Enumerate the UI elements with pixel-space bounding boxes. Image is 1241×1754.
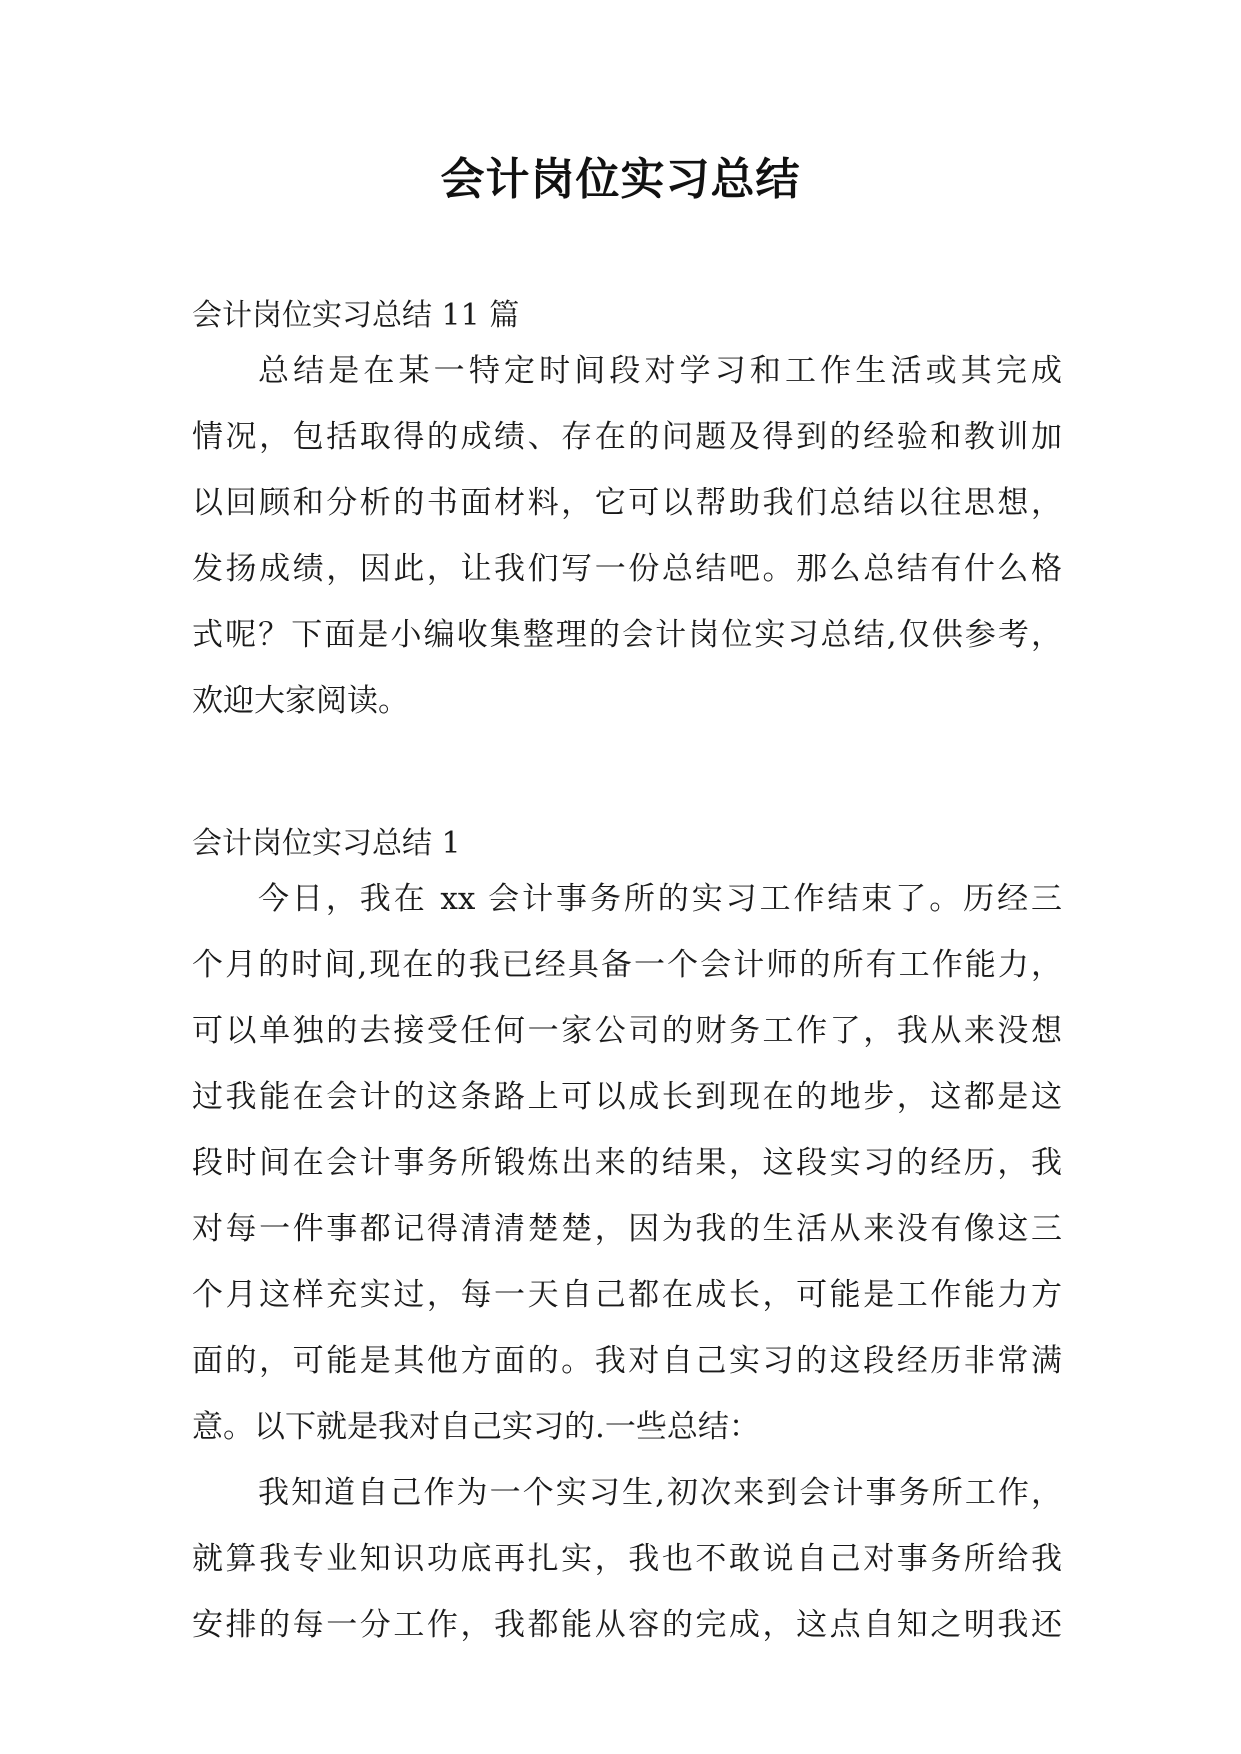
text-line: 以回顾和分析的书面材料，它可以帮助我们总结以往思想，	[192, 485, 1062, 521]
section-1	[192, 822, 1062, 1658]
text-line: 过我能在会计的这条路上可以成长到现在的地步，这都是这	[192, 1079, 1062, 1115]
text-line: 我知道自己作为一个实习生,初次来到会计事务所工作，	[258, 1475, 1062, 1511]
intro-heading: 会计岗位实习总结 11 篇	[192, 298, 520, 333]
text-line: 段时间在会计事务所锻炼出来的结果，这段实习的经历，我	[192, 1145, 1062, 1181]
intro-paragraph	[192, 338, 1062, 734]
text-line: 可以单独的去接受任何一家公司的财务工作了，我从来没想	[192, 1013, 1062, 1049]
text-line: 个月这样充实过，每一天自己都在成长，可能是工作能力方	[192, 1277, 1062, 1313]
text-line: 今日，我在 xx 会计事务所的实习工作结束了。历经三	[258, 881, 1062, 917]
text-line: 对每一件事都记得清清楚楚，因为我的生活从来没有像这三	[192, 1211, 1062, 1247]
text-line: 总结是在某一特定时间段对学习和工作生活或其完成	[258, 353, 1062, 389]
section-1-heading: 会计岗位实习总结 1	[192, 826, 461, 861]
text-line: 式呢？下面是小编收集整理的会计岗位实习总结,仅供参考，	[192, 617, 1062, 653]
section-1-paragraph-1	[192, 866, 1062, 1460]
text-line: 个月的时间,现在的我已经具备一个会计师的所有工作能力，	[192, 947, 1062, 983]
text-line: 安排的每一分工作，我都能从容的完成，这点自知之明我还	[192, 1607, 1062, 1643]
section-1-paragraph-2	[192, 1460, 1062, 1658]
text-line: 发扬成绩，因此，让我们写一份总结吧。那么总结有什么格	[192, 551, 1062, 587]
text-line: 意。以下就是我对自己实习的.一些总结：	[192, 1409, 760, 1445]
text-line: 就算我专业知识功底再扎实，我也不敢说自己对事务所给我	[192, 1541, 1062, 1577]
text-line: 情况，包括取得的成绩、存在的问题及得到的经验和教训加	[192, 419, 1062, 455]
document-title: 会计岗位实习总结	[440, 154, 801, 205]
intro-section	[192, 294, 1062, 734]
text-line: 欢迎大家阅读。	[192, 683, 409, 719]
text-line: 面的，可能是其他方面的。我对自己实习的这段经历非常满	[192, 1343, 1062, 1379]
